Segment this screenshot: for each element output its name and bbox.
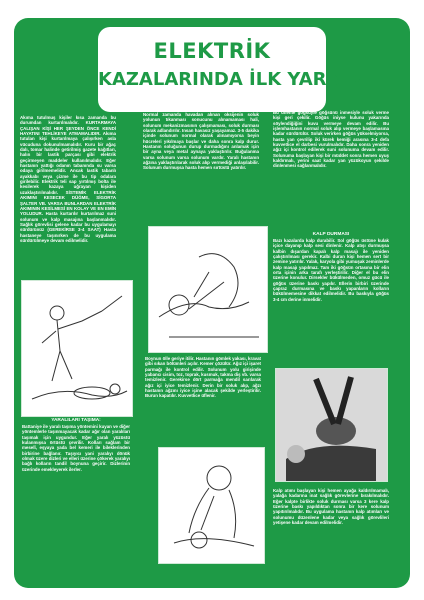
rescue-drawing-icon — [22, 281, 132, 416]
heart-heading: KALP DURMASI — [312, 232, 350, 237]
col1-intro-text: Akıma tutulmuş kişiler kısa zamanda bu durumdan kurtarılmalıdır. KURTARMAYA ÇALIŞAN KİŞİ HER ŞEYDEN ÖNCE KENDİ HAYATINI TEHLİKEYE ATMAMALIDIR. Akıma tutulan kişi kurtarılmaya çalışırken asla vücuduna dokunulmamalıdır. Kuru bir ağaç dalı, tomar halinde getirilmiş gazete kağıtları, halın bir lastik parçası gibi elektrik geçirmeyen maddeler kullanılmalıdır. Eğer hastanın yattığı odanın tabanında su varsa odaya girilmemelidir. Ancak lastik tabanlı ayakkabı veya çizme ile bu tip odalara girilebilir. Elektrik teli sap yırtılmış bolta ile kesilerek kazaya uğrayan kişiden uzaklaştırılmalıdır. SİSTEMİK ELEKTRİK AKIMINI KESECEK DÜĞME, SİGORTA ŞALTER VB. VARSA BUNLARDAN ELEKTRİK AKIMININ KESİLMESİ EN KOLAY VE EN EMİN YOLUDUR. Hasta kurtarılır kurtarılmaz suni solunum ve kalp masajına başlanmalıdır. Sağlık görevlisi gelene kadar bu uygulamayı sürdürünüz (GEREKİRSE 3-4 SAAT) Hasta hastaneye taşınırken de bu uygulama sürdürülmeye devam edilmelidir. — [20, 115, 116, 243]
col2-lower-text: Boynun ölle geriye itilir. Hastanın gömlek yakası, kravat gibi sıkan bölümleri açılır. Kemer çözülür. Ağız içi işaret parmağı ile kontrol edilir. Solunum yolu girişinde yabancı cisim, toz, toprak, kusmuk, takma diş vb. varsa temizlenir. Gerekirse dört parmağa mendil sarılarak ağız içi iyice temizlenir. Derin bir soluk alıp, ağzı hastanın ağzını iyice içine alacak şekilde yerleştirilir. Burun kapatılır. Kuvvetlice üflenir. — [145, 356, 261, 399]
cpr-photo-icon — [276, 369, 387, 481]
col3-heart-block — [273, 232, 389, 382]
col1-transport-block — [22, 418, 130, 553]
title-line-1: ELEKTRİK — [153, 39, 271, 63]
airway-check-illustration — [148, 226, 268, 353]
mouth-to-mouth-drawing-icon — [159, 448, 264, 563]
title-box — [98, 27, 367, 112]
breath-text: Normal zamanda havadan alınan oksijenin soluk yolunun tıkanması sonucunu alınamaması hali, solunum mekanizmasının çalışmaması, soluk durması olarak adlandırılır. Insan havasız yaşayamaz. 3-5 dakika içinde solunum normal olarak alınamıyorsa beyin hücreleri yıkılmaya başlar ve daha sonra kalp durur. Hastanın soluğunun durup durmadığını anlamak için bir ayna veya metal aynaya yaklaştırılır. Buğulanma varsa solunum varsa solunum vardır. Yaralı hastanın ağzına yaklaştırılarak soluk alıp vermediği anlaşılabilir. Solunum durmuşsa hasta hemen sırtüstü yatırılır. — [143, 112, 259, 171]
col3-final-text: Kalp atımı başlayan kişi hemen ayağa kaldırılmamalı, yalağa kadarına inat sağlık görevlerine bırakılmalıdır. Eğer kalpte birlikte soluk durması varsa 3 kere kalp üzerine baskı yapıldıktan sonra bir kere solunum yapıtırılmalıdır. Bu uygulama hastanın kalp atımları ve solunumu düzenlene kadar veya sağlık görevlileri yetişene kadar devam edilmelidir. — [273, 488, 389, 526]
col2-breath-block — [143, 106, 259, 224]
heart-text: Bazı kazalarda kalp durabilir. Sol göğüs üstüne kulak içice dayanıp kalp sesi dinlenir. Kalp atışı durmuşsa kalbin dışardan kapalı kalp masajı ile yeniden çalıştırılması gerekir. Kalbi duran kişi hemen sert bir zemine yatırılır. Yalak, karyola gibi yumuşak zeminlerde kalp masajı yapılmaz. Tam iki göğsün ortasına bir elin orta içinin arka tarafı yerleştirilir. Diğer el bu elin üzerine konulur. Dirsekler bükülmeden, omuz gücü ile göğüs üzerine baskı yapılır. Ellerin birbiri üzerinde çapraz durmasına ve baskı yapanların kolların bükülmemesine dikkat edilmelidir. Bu baskıyla göğüs 3-4 cm derine inmelidir. — [273, 238, 389, 302]
airway-drawing-icon — [149, 227, 267, 352]
col3-intro-text: Bu üfleme göğsüyle göğsünü inmesiyle soluk verme kişi geri çekilir. Göğüs iniyse kulunu yakarında söylendiğiğini kuvu vermeye devam edilir. Bu işlemhastanın normal soluk alıp vermeye başlamasına kadar sürdürülür. Soluk verirken göğüs yükselmiyorsa, hasta yan çevrilip iki kürek kemiği arasına 3-4 defa kuvvetlice el darbesi vurulmalıdır. Daha sonra yeniden ağız içi kontrol edilerek suni solunuma devam edilir. Solunuma başlayan kişi bir müddet sonra hemen uyuş kaldırmalı, yerini saat kadar yan yüzükoyun şekilde dinlenmesi sağlanmalıdır. — [273, 110, 389, 169]
mouth-to-mouth-illustration — [158, 447, 265, 564]
breath-heading: SOLUK DURMASI: — [179, 106, 223, 111]
rescue-illustration — [21, 280, 133, 417]
transport-heading: YARALILARI TAŞIMA: — [51, 418, 101, 423]
transport-text: Battaniye ile yaralı taşıma yöntemini kuyan ve diğer yöntemlerle taşınmayacak kadar ağır olan yaralıları taşımak için uygundur. Eğer yaralı yüzüstü kulanmışsa örtüstü çevrilir. Kolları sağlam bir meselî, eşyaya yada bel kemeri ile bileklerinden birbirine bağlanır. Taşıyıcı yani yaralıyı dönük olmak üzere dizleri ve elleri üzerine çökerek yaralıyı bağlı kolların tandil boynuna geçirir. Dizlerinin üzerinde emekleyerek ilerler. — [22, 424, 130, 472]
title-line-2: KAZALARINDA İLK YARDIM — [98, 69, 367, 90]
cpr-photo — [275, 368, 388, 482]
